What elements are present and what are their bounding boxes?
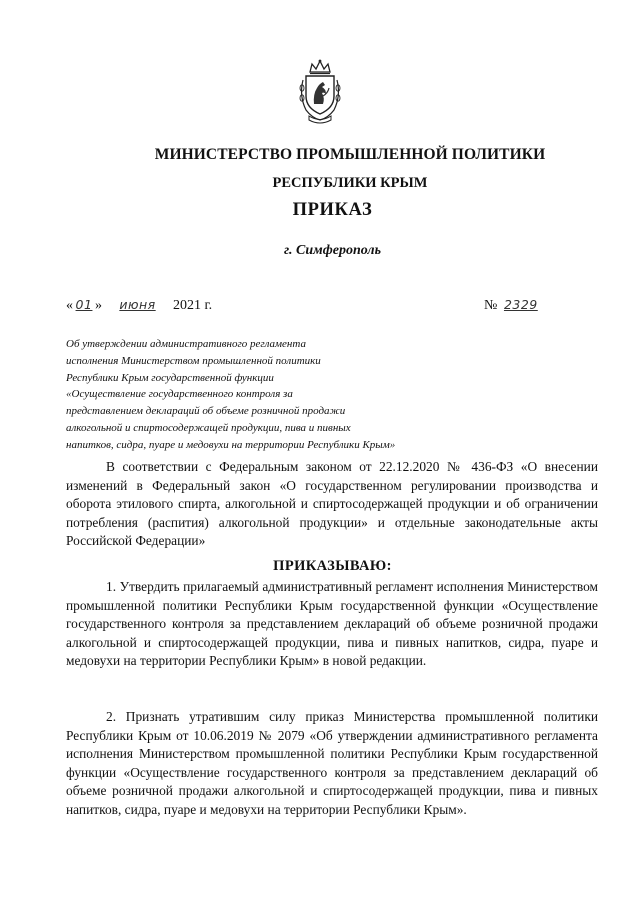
- date-close-quote: »: [95, 298, 102, 313]
- subject-line: исполнения Министерством промышленной политики: [66, 354, 321, 367]
- number-sign: №: [484, 298, 498, 313]
- subject-line: напитков, сидра, пуаре и медовухи на территории Республики Крым»: [66, 438, 396, 451]
- subject-line: «Осуществление государственного контроля за: [66, 388, 293, 401]
- date-day-handwritten: 01: [75, 297, 93, 312]
- order-number-handwritten: 2329: [503, 297, 538, 312]
- order-number-line: [484, 297, 541, 314]
- date-year: 2021 г.: [173, 298, 213, 313]
- subject-line: Об утверждении административного регламента: [66, 338, 306, 350]
- organization-subtitle: РЕСПУБЛИКИ КРЫМ: [272, 175, 428, 191]
- order-heading: ПРИКАЗЫВАЮ:: [273, 558, 392, 574]
- order-item-1: 1. Утвердить прилагаемый административный регламент исполнения Министерством промышленной политики Республики Крым государственной функции «Осуществление государственного контроля за представлением деклараций об объеме розничной продажи алкогольной и спиртосодержащей продукции, пива и пивных напитков, сидра, пуаре и медовухи на территории Республики Крым» в новой редакции.: [66, 579, 598, 669]
- subject-line: Республики Крым государственной функции: [66, 371, 274, 384]
- date-open-quote: «: [66, 298, 73, 313]
- order-subject: [66, 336, 466, 454]
- document-type: ПРИКАЗ: [292, 200, 373, 220]
- crimea-coat-of-arms-icon: [297, 58, 343, 124]
- date-month-handwritten: июня: [119, 297, 156, 312]
- order-item-2: 2. Признать утратившим силу приказ Министерства промышленной политики Республики Крым от 10.06.2019 № 2079 «Об утверждении административного регламента исполнения Министерством промышленной политики Республики Крым государственной функции «Осуществление государственного контроля за представлением деклараций об объеме розничной продажи алкогольной и спиртосодержащей продукции, пива и пивных напитков, сидра, пуаре и медовухи на территории Республики Крым».: [66, 709, 598, 817]
- subject-line: алкогольной и спиртосодержащей продукции, пива и пивных: [66, 421, 351, 434]
- subject-line: представлением деклараций об объеме розничной продажи: [66, 405, 346, 418]
- date-line: [66, 297, 212, 314]
- organization-title: МИНИСТЕРСТВО ПРОМЫШЛЕННОЙ ПОЛИТИКИ: [154, 146, 546, 163]
- preamble-paragraph: В соответствии с Федеральным законом от 22.12.2020 № 436-ФЗ «О внесении изменений в Федеральный закон «О государственном регулировании производства и оборота этилового спирта, алкогольной и спиртосодержащей продукции и об ограничении потребления (распития) алкогольной продукции» и отдельные законодательные акты Российской Федерации»: [66, 459, 598, 549]
- city-line: г. Симферополь: [284, 243, 381, 258]
